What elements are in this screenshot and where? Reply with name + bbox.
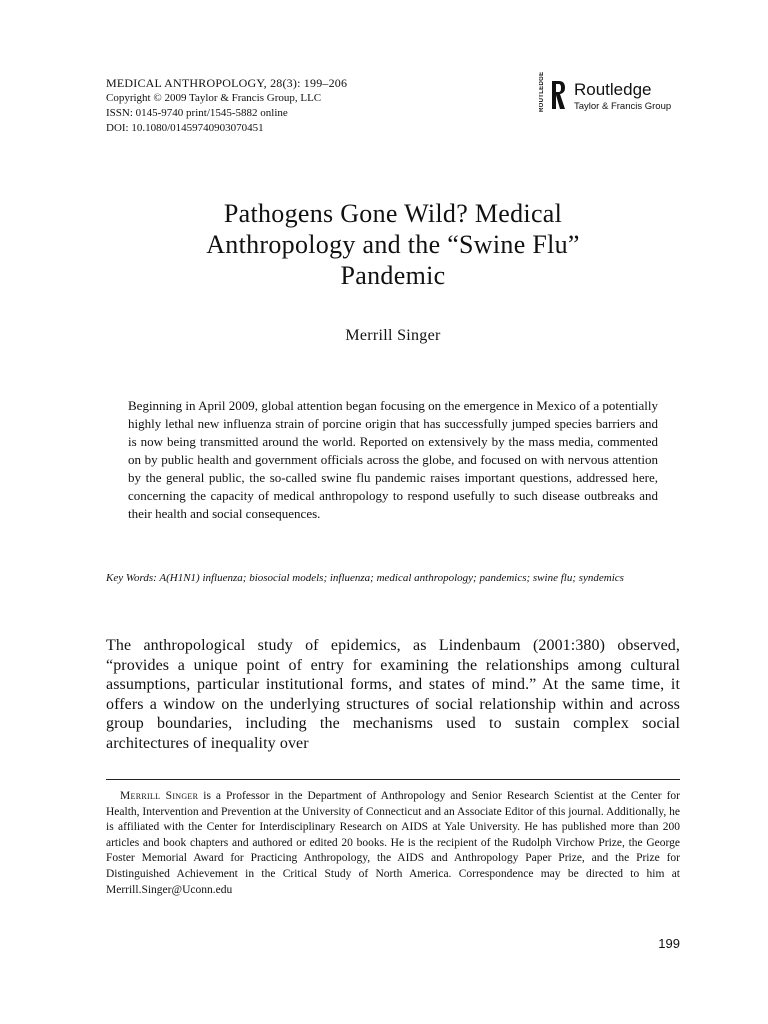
title-line: Pandemic	[340, 261, 446, 290]
routledge-vertical-mark: ROUTLEDGE	[539, 71, 545, 112]
issn-line: ISSN: 0145-9740 print/1545-5882 online	[106, 107, 288, 119]
article-author: Merrill Singer	[345, 327, 441, 344]
footnote-text: is a Professor in the Department of Anthropology and Senior Research Scientist at the Center for Health, Intervention and Prevention at the University of Connecticut and an Associate Editor of this journal. Additionally, he is affiliated with the Center for Interdisciplinary Research on AIDS at Yale University. He has published more than 200 articles and book chapters and authored or edited 20 books. He is the recipient of the Rudolph Virchow Prize, the George Foster Memorial Award for Practicing Anthropology, the AIDS and Anthropology Paper Prize, and the Prize for Distinguished Achievement in the Critical Study of North America. Correspondence may be directed to him at Merrill.Singer@Uconn.edu	[106, 790, 680, 896]
doi-line: DOI: 10.1080/01459740903070451	[106, 122, 264, 134]
journal-citation: MEDICAL ANTHROPOLOGY, 28(3): 199–206	[106, 76, 348, 90]
footnote-divider	[106, 779, 680, 780]
journal-metadata	[106, 76, 347, 136]
page-number: 199	[658, 936, 680, 951]
body-paragraph: The anthropological study of epidemics, as Lindenbaum (2001:380) observed, “provides a unique point of entry for examining the relationships among cultural assumptions, particular institutional forms, and states of mind.” At the same time, it offers a window on the underlying structures of social relationship within and across group boundaries, including the mechanisms used to sustain complex social architectures of inequality over	[106, 637, 680, 752]
abstract: Beginning in April 2009, global attention began focusing on the emergence in Mexico of a potentially highly lethal new influenza strain of porcine origin that has successfully jumped species barriers and is now being transmitted around the world. Reported on extensively by the mass media, commented on by public health and government officials across the globe, and focused on with nervous attention by the general public, the so-called swine flu pandemic raises important questions, addressed here, concerning the capacity of medical anthropology to respond usefully to such disease outbreaks and their health and social consequences.	[128, 398, 658, 521]
publisher-group: Taylor & Francis Group	[574, 101, 672, 112]
copyright-line: Copyright © 2009 Taylor & Francis Group, LLC	[106, 92, 322, 104]
routledge-r-icon	[550, 80, 566, 110]
title-line: Anthropology and the “Swine Flu”	[206, 230, 580, 259]
article-title	[106, 198, 680, 291]
publisher-name: Routledge	[574, 80, 652, 99]
title-line: Pathogens Gone Wild? Medical	[223, 199, 563, 228]
footnote-author-name: Merrill Singer	[120, 790, 199, 802]
author-footnote	[106, 789, 680, 898]
publisher-logo[interactable]	[536, 71, 686, 116]
keywords: Key Words: A(H1N1) influenza; biosocial models; influenza; medical anthropology; pandemics; swine flu; syndemics	[106, 572, 624, 584]
